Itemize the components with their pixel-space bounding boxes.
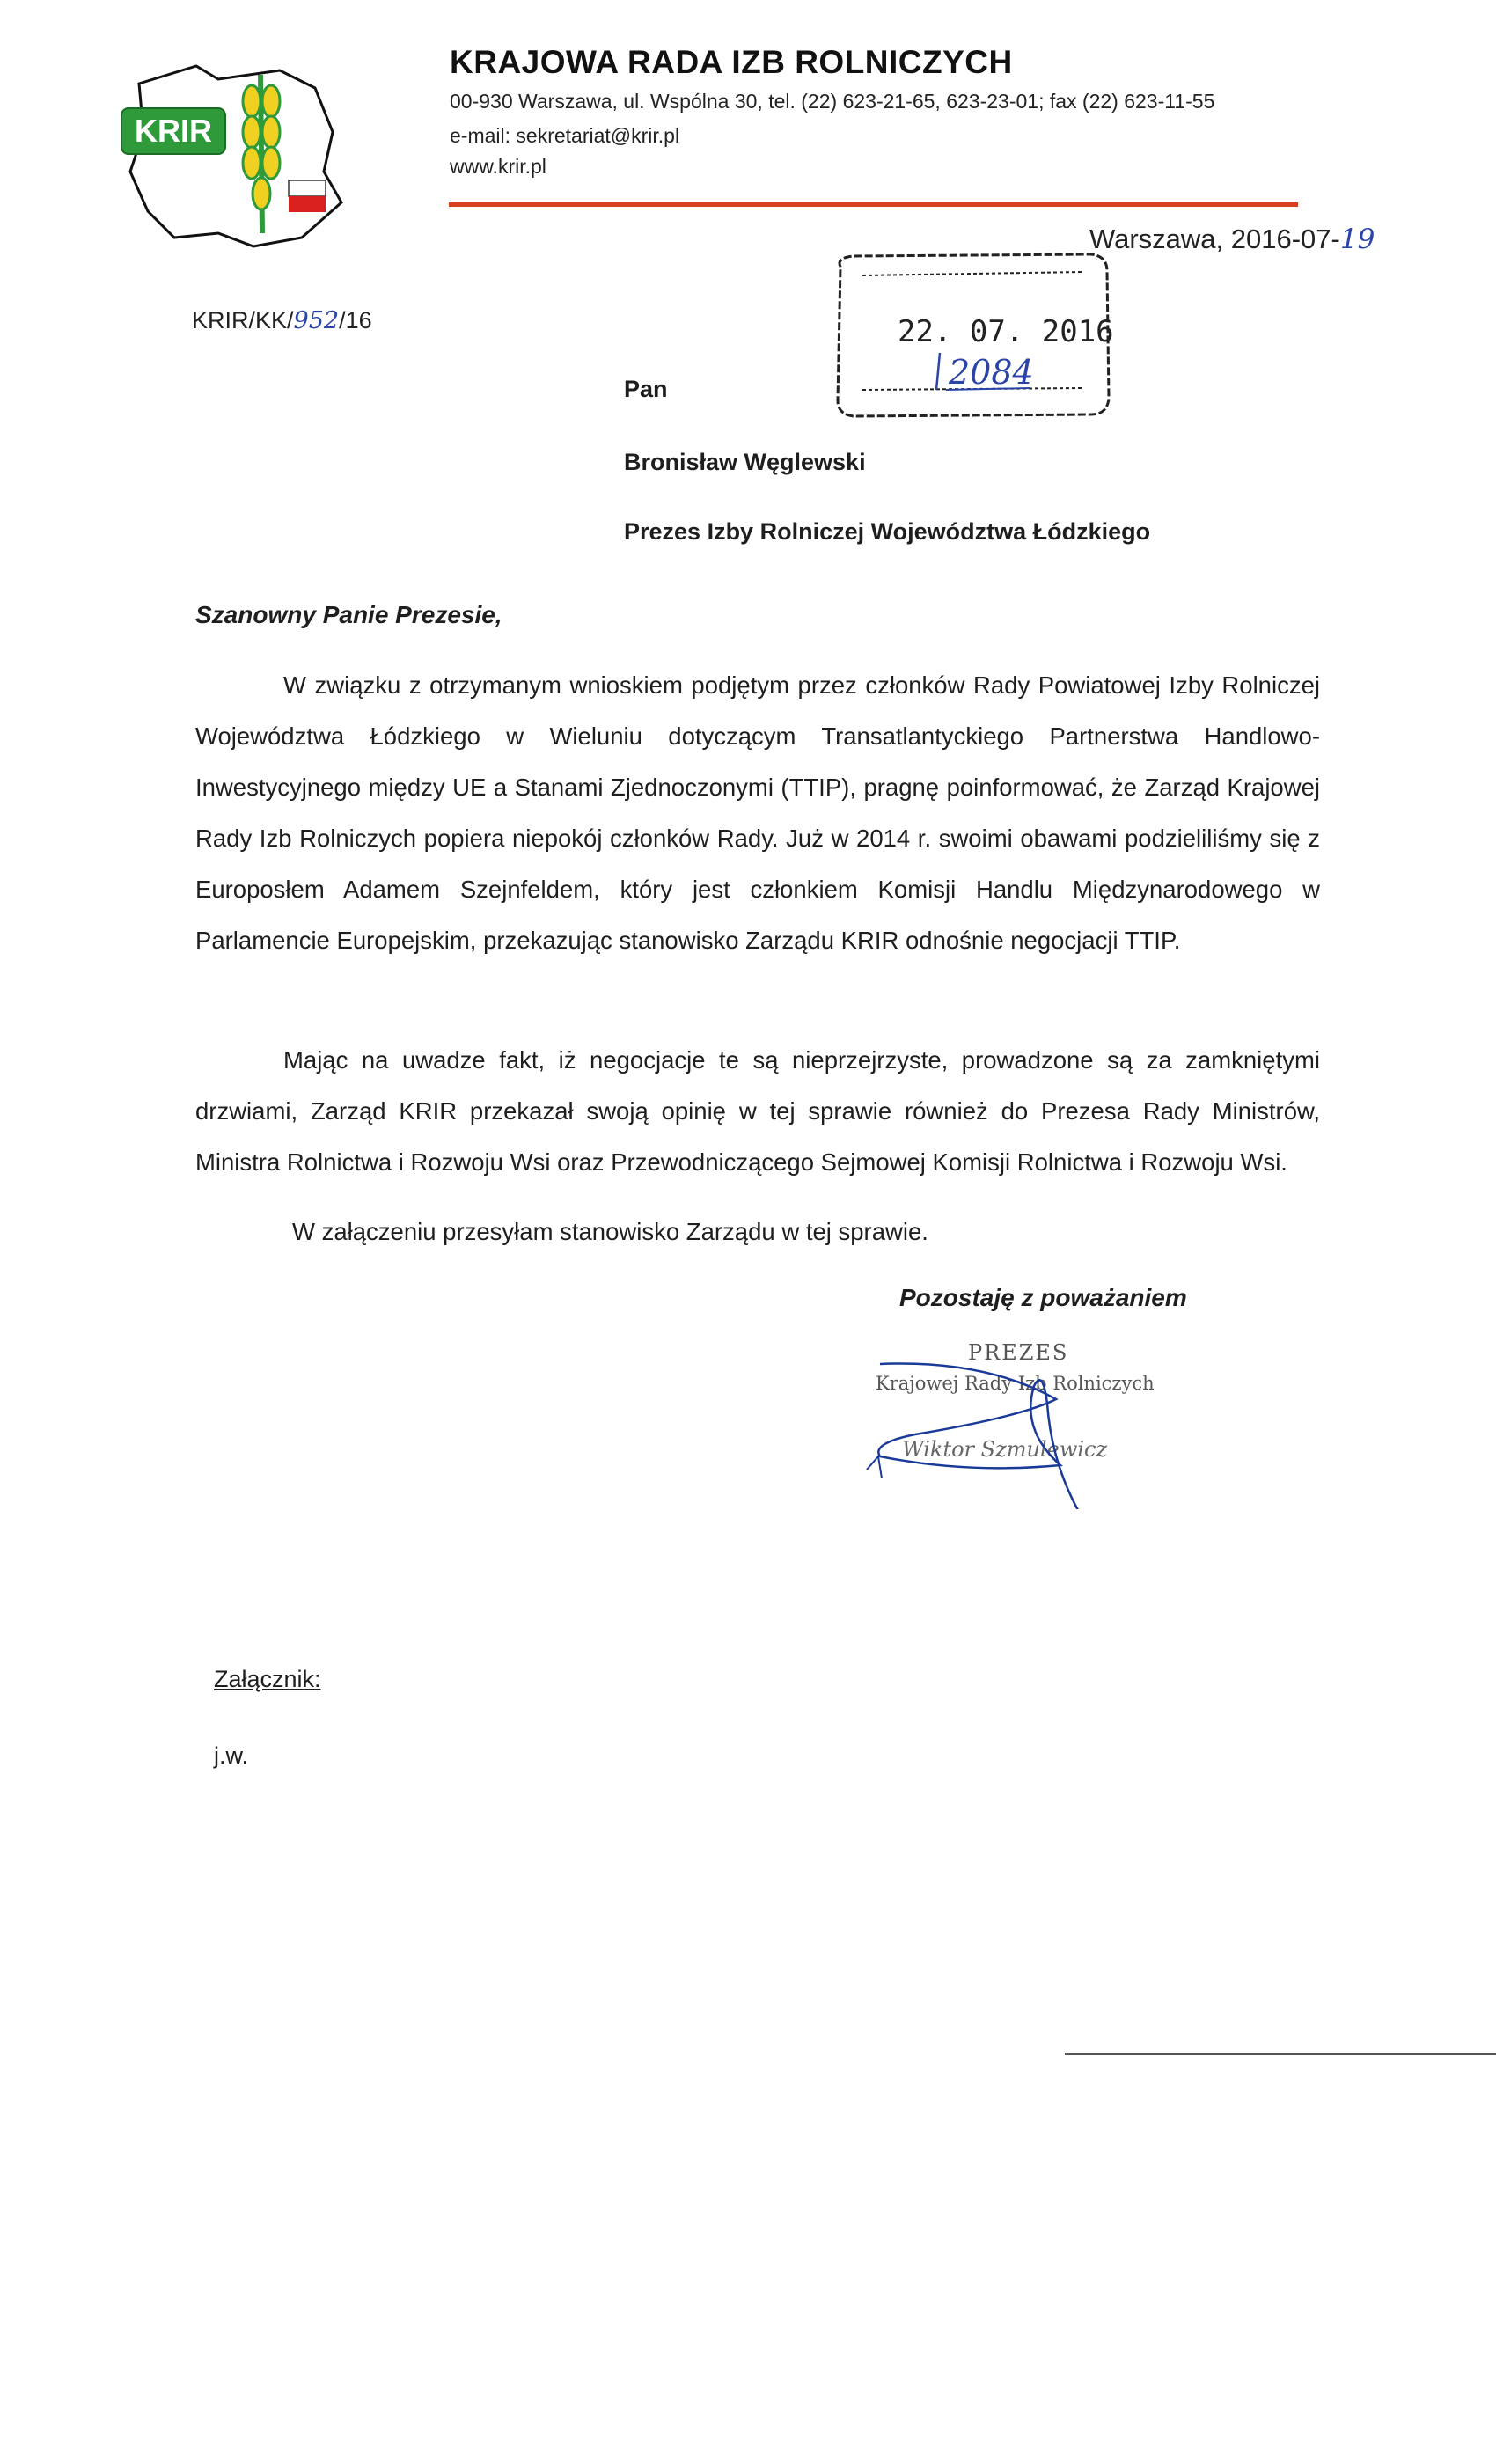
body-paragraph-3: W załączeniu przesyłam stanowisko Zarządu w tej sprawie. — [292, 1218, 928, 1245]
letterhead-email: e-mail: sekretariat@krir.pl — [450, 124, 680, 147]
krir-logo-text: KRIR — [135, 113, 212, 149]
received-stamp-date: 22. 07. 2016 — [898, 314, 1114, 349]
body-paragraph-2: Mając na uwadze fakt, iż negocjacje te są nieprzejrzyste, prowadzone są za zamkniętymi drzwiami, Zarząd KRIR przekazał swoją opinię w tej sprawie również do Prezesa Rady Ministrów, Ministra Rolnictwa i Rozwoju Wsi oraz Przewodniczącego Sejmowej Komisji Rolnictwa i Rozwoju Wsi. — [195, 1046, 1320, 1176]
received-stamp — [827, 249, 1118, 425]
date-handwritten-day: 19 — [1339, 224, 1375, 255]
krir-logo — [113, 48, 368, 251]
received-stamp-handwritten-number: 2084 — [949, 353, 1034, 392]
recipient-salutation: Pan — [624, 376, 668, 402]
recipient-name: Bronisław Węglewski — [624, 449, 866, 475]
recipient-title: Prezes Izby Rolniczej Województwa Łódzkiego — [624, 518, 1151, 545]
attachment-value: j.w. — [214, 1742, 249, 1769]
letterhead-address: 00-930 Warszawa, ul. Wspólna 30, tel. (22) 623-21-65, 623-23-01; fax (22) 623-11-55 — [450, 90, 1215, 113]
bottom-divider — [1065, 2053, 1496, 2055]
body-paragraph-1: W związku z otrzymanym wnioskiem podjętym przez członków Rady Powiatowej Izby Rolniczej Województwa Łódzkiego w Wieluniu dotyczącym Transatlantyckiego Partnerstwa Handlowo-Inwestycyjnego między UE a Stanami Zjednoczonymi (TTIP), pragnę poinformować, że Zarząd Krajowej Rady Izb Rolniczych popiera niepokój członków Rady. Już w 2014 r. swoimi obawami podzieliliśmy się z Europosłem Adamem Szejnfeldem, który jest członkiem Komisji Handlu Międzynarodowego w Parlamencie Europejskim, przekazując stanowisko Zarządu KRIR odnośnie negocjacji TTIP. — [195, 671, 1320, 954]
signature-stamp-line-2: Krajowej Rady Izb Rolniczych — [876, 1373, 1155, 1394]
organization-name: KRAJOWA RADA IZB ROLNICZYCH — [450, 44, 1013, 80]
letter-greeting: Szanowny Panie Prezesie, — [195, 601, 502, 628]
date-printed: Warszawa, 2016-07- — [1089, 224, 1340, 254]
reference-prefix: KRIR/KK/ — [192, 307, 294, 334]
letterhead-website: www.krir.pl — [450, 155, 546, 178]
signature-stamp — [862, 1333, 1179, 1509]
reference-handwritten-number: 952 — [293, 307, 340, 334]
letter-date — [1089, 224, 1375, 255]
signature-stamp-line-1: PREZES — [968, 1340, 1069, 1365]
poland-map-outline — [130, 66, 341, 246]
signature-stamp-line-3: Wiktor Szmulewicz — [902, 1437, 1108, 1462]
closing-phrase: Pozostaję z poważaniem — [899, 1284, 1187, 1311]
reference-number — [192, 307, 372, 334]
attachment-label: Załącznik: — [214, 1666, 321, 1692]
header-divider — [449, 202, 1298, 207]
reference-suffix: /16 — [339, 307, 372, 334]
polish-flag-icon — [289, 180, 326, 212]
wheat-icon — [243, 75, 280, 233]
